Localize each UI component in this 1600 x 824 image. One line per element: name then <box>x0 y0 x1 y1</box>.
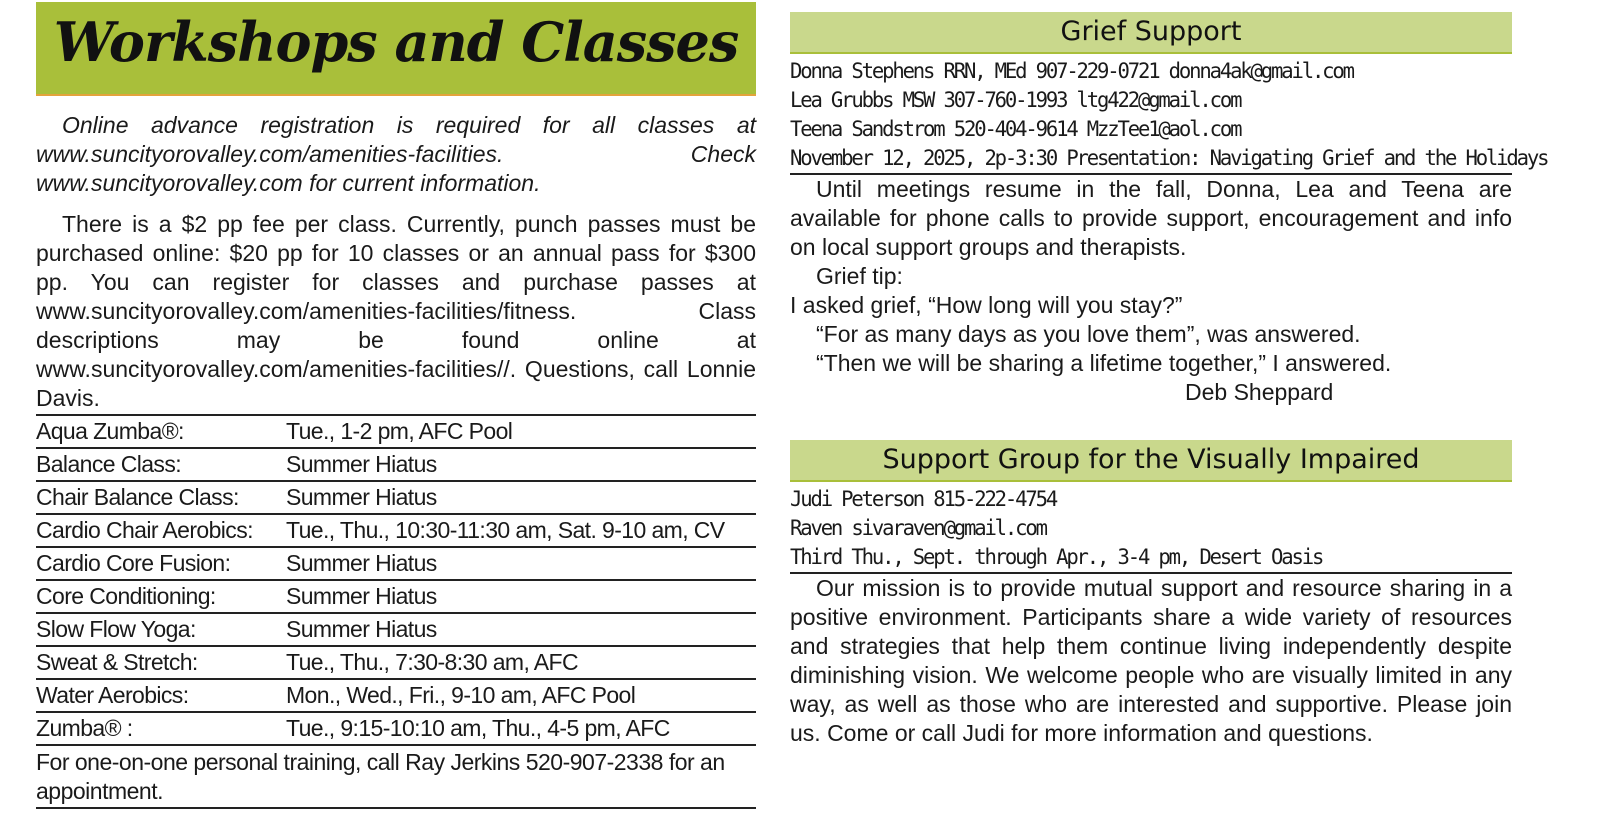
class-time: Summer Hiatus <box>286 451 437 477</box>
contact-line: Lea Grubbs MSW 307-760-1993 ltg422@gmail.com <box>790 88 1241 112</box>
class-time: Tue., Thu., 10:30-11:30 am, Sat. 9-10 am, CV <box>286 517 725 543</box>
class-name: Water Aerobics: <box>36 682 189 708</box>
class-name: Chair Balance Class: <box>36 484 239 510</box>
grief-contacts <box>790 54 1548 175</box>
class-time: Tue., 9:15-10:10 am, Thu., 4-5 pm, AFC <box>286 715 670 741</box>
class-row <box>36 515 756 548</box>
presentation-line: November 12, 2025, 2p-3:30 Presentation: Navigating Grief and the Holidays <box>790 146 1548 170</box>
class-row <box>36 647 756 680</box>
class-name: Core Conditioning: <box>36 583 216 609</box>
class-name: Zumba® : <box>36 715 133 741</box>
workshops-banner <box>36 2 756 96</box>
personal-training-note: For one-on-one personal training, call Ray Jerkins 520-907-2338 for an appointment. <box>36 748 756 809</box>
contact-line: Raven sivaraven@gmail.com <box>790 516 1046 540</box>
class-time: Summer Hiatus <box>286 484 437 510</box>
fee-info: There is a $2 pp fee per class. Currently, punch passes must be purchased online: $20 pp for 10 classes or an annual pass for $300 pp. You can register for classes and purchase passes at www.suncityorovalley.com/amenities-facilities/fitness. Class descriptions may be found online at www.suncityorovalley.com/amenities-facilities//. Questions, call Lonnie Davis. <box>36 211 756 411</box>
class-time: Summer Hiatus <box>286 550 437 576</box>
contact-line: Donna Stephens RRN, MEd 907-229-0721 donna4ak@gmail.com <box>790 59 1353 83</box>
grief-tip-line: “Then we will be sharing a lifetime together,” I answered. <box>816 350 1392 376</box>
class-time: Tue., Thu., 7:30-8:30 am, AFC <box>286 649 578 675</box>
class-row <box>36 548 756 581</box>
class-schedule-table <box>36 414 756 746</box>
grief-support-heading: Grief Support <box>790 12 1512 54</box>
visually-impaired-contacts <box>790 482 1512 574</box>
class-row <box>36 680 756 713</box>
workshops-column <box>36 2 756 809</box>
class-time: Mon., Wed., Fri., 9-10 am, AFC Pool <box>286 682 636 708</box>
grief-tip-label: Grief tip: <box>816 263 903 289</box>
visually-impaired-body: Our mission is to provide mutual support and resource sharing in a positive environment. Participants share a wide variety of resources and strategies that help them continue living independently despite diminishing vision. We welcome people who are visually limited in any way, as well as those who are interested and supportive. Please join us. Come or call Judi for more information and questions. <box>790 575 1512 746</box>
class-time: Summer Hiatus <box>286 583 437 609</box>
class-name: Cardio Chair Aerobics: <box>36 517 253 543</box>
class-name: Aqua Zumba®: <box>36 418 184 444</box>
meeting-line: Third Thu., Sept. through Apr., 3-4 pm, Desert Oasis <box>790 545 1323 569</box>
class-row <box>36 416 756 449</box>
class-name: Balance Class: <box>36 451 182 477</box>
class-time: Summer Hiatus <box>286 616 437 642</box>
workshops-title: Workshops and Classes <box>53 10 739 74</box>
class-row <box>36 449 756 482</box>
class-row <box>36 482 756 515</box>
grief-tip-line: I asked grief, “How long will you stay?” <box>790 292 1183 318</box>
class-name: Cardio Core Fusion: <box>36 550 231 576</box>
class-name: Sweat & Stretch: <box>36 649 198 675</box>
class-row <box>36 713 756 746</box>
signature: Deb Sheppard <box>1185 379 1334 405</box>
class-row <box>36 614 756 647</box>
visually-impaired-section <box>790 440 1512 748</box>
grief-body: Until meetings resume in the fall, Donna, Lea and Teena are available for phone calls to provide support, encouragement and info on local support groups and therapists. <box>790 176 1512 260</box>
grief-tip-line: “For as many days as you love them”, was answered. <box>816 321 1361 347</box>
class-row <box>36 581 756 614</box>
contact-line: Judi Peterson 815-222-4754 <box>790 487 1057 511</box>
visually-impaired-heading: Support Group for the Visually Impaired <box>790 440 1512 482</box>
registration-note: Online advance registration is required for all classes at www.suncityorovalley.com/amenities-facilities. Check www.suncityorovalley.com for current information. <box>36 112 756 196</box>
class-name: Slow Flow Yoga: <box>36 616 196 642</box>
support-column <box>790 12 1548 746</box>
class-time: Tue., 1-2 pm, AFC Pool <box>286 418 513 444</box>
contact-line: Teena Sandstrom 520-404-9614 MzzTee1@aol.com <box>790 117 1241 141</box>
